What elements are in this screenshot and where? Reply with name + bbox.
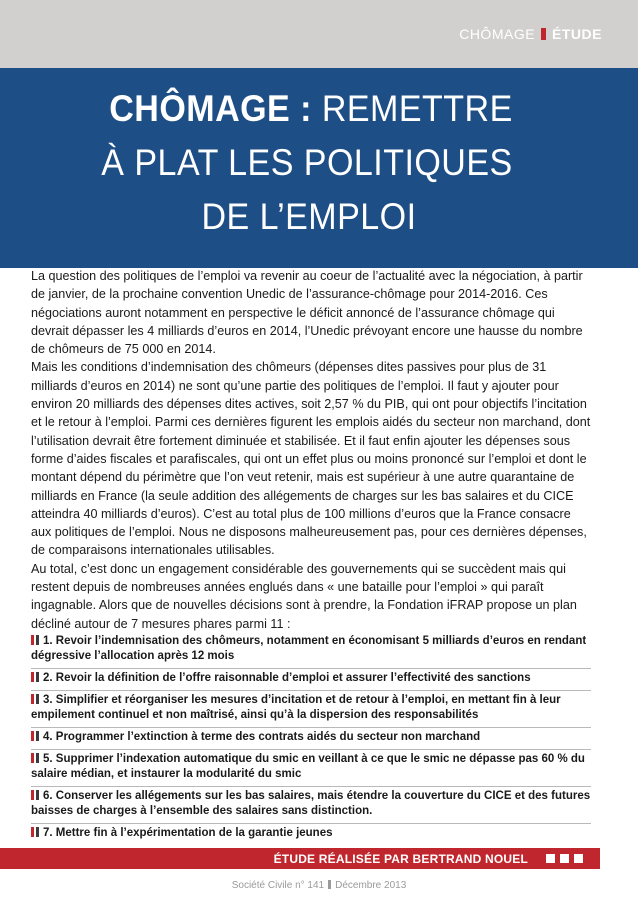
publication-name: Société Civile n° 141 xyxy=(231,880,325,891)
bullet-marker xyxy=(31,694,34,704)
intro-paragraph-1: La question des politiques de l’emploi va revenir au coeur de l’actualité avec la négociation, à partir de janvier, de la prochaine convention Unedic de l’assurance-chômage pour 2014-2016. Ces négociations auront notamment en perspective le déficit annoncé de l’assurance chômage qui devrait dépasser les 4 milliards d’euros en 2014, l’Unedic prévoyant encore une hausse du nombre de chômeurs de 75 000 en 2014. xyxy=(31,269,583,357)
measure-item xyxy=(31,824,591,845)
bullet-marker xyxy=(36,731,39,741)
measure-item xyxy=(31,691,591,728)
title-line-1 xyxy=(18,88,605,130)
measure-text: 4. Programmer l’extinction à terme des contrats aidés du secteur non marchand xyxy=(43,731,481,743)
intro-paragraph-2: Mais les conditions d’indemnisation des chômeurs (dépenses dites passives pour plus de 31 milliards d’euros en 2014) ne sont qu’une partie des politiques de l’emploi. Il faut y ajouter pour environ 20 milliards des dépenses dites actives, soit 2,57 % du PIB, qui ont pour objectifs l’incitation et le retour à l’emploi. Parmi ces dernières figurent les emplois aidés du secteur non marchand, dont l’utilisation devrait être fortement diminuée et stabilisée. Et il faut enfin ajouter les dépenses sous forme d’aides fiscales et parafiscales, qui ont un effet plus ou moins prononcé sur l’emploi et dont le montant dépend du périmètre que l’on veut retenir, mais est supérieur à une autre quarantaine de milliards en France (la seule addition des allégements de charges sur les bas salaires et du CICE atteindra 40 milliards d’euros). C’est au total plus de 100 millions d’euros que la France consacre aux politiques de l’emploi. Nous ne disposons malheureusement pas, pour ces dernières dépenses, de comparaisons internationales utilisables. xyxy=(31,360,591,558)
intro-text xyxy=(31,267,591,633)
section-separator xyxy=(541,28,546,40)
footer-separator xyxy=(328,880,331,889)
title-banner xyxy=(0,68,638,268)
measure-text: 3. Simplifier et réorganiser les mesures d’incitation et de retour à l’emploi, en mettant fin à leur empilement continuel et non maîtrisé, ainsi qu’à la dispersion des responsabilités xyxy=(31,694,561,721)
decor-square xyxy=(546,854,555,863)
publication-date: Décembre 2013 xyxy=(335,880,407,891)
bullet-marker xyxy=(36,672,39,682)
section-label xyxy=(459,26,602,42)
credit-bar xyxy=(0,848,600,869)
measure-text: 6. Conserver les allégements sur les bas salaires, mais étendre la couverture du CICE et des futures baisses de charges à l’ensemble des salaires sans distinction. xyxy=(31,790,591,817)
title-bold: CHÔMAGE : xyxy=(109,88,312,129)
bullet-marker xyxy=(31,731,34,741)
bullet-marker xyxy=(31,790,34,800)
measure-item xyxy=(31,750,591,787)
subsection-name: ÉTUDE xyxy=(552,26,602,42)
section-name: CHÔMAGE xyxy=(459,26,536,42)
measure-text: 5. Supprimer l’indexation automatique du smic en veillant à ce que le smic ne dépasse pas 60 % du salaire médian, et instaurer la modularité du smic xyxy=(31,753,585,780)
measure-text: 7. Mettre fin à l’expérimentation de la garantie jeunes xyxy=(43,827,333,839)
measure-text: 1. Revoir l’indemnisation des chômeurs, notamment en économisant 5 milliards d’euros en rendant dégressive l’allocation après 12 mois xyxy=(31,635,587,662)
bullet-marker xyxy=(31,827,34,837)
page-footer xyxy=(0,880,638,891)
title-line-2: À PLAT LES POLITIQUES xyxy=(101,142,513,183)
bullet-marker xyxy=(36,694,39,704)
title-rest: REMETTRE xyxy=(321,88,513,129)
bullet-marker xyxy=(31,753,34,763)
bullet-marker xyxy=(31,672,34,682)
decor-square xyxy=(560,854,569,863)
bullet-marker xyxy=(36,753,39,763)
measures-list xyxy=(31,632,591,845)
title-line-3: DE L’EMPLOI xyxy=(201,196,417,237)
measure-text: 2. Revoir la définition de l’offre raisonnable d’emploi et assurer l’effectivité des sanctions xyxy=(43,672,531,684)
measure-item xyxy=(31,669,591,691)
measure-item xyxy=(31,632,591,669)
bullet-marker xyxy=(31,635,34,645)
bullet-marker xyxy=(36,635,39,645)
bullet-marker xyxy=(36,790,39,800)
decor-square xyxy=(574,854,583,863)
measure-item xyxy=(31,728,591,750)
credit-text: ÉTUDE RÉALISÉE PAR BERTRAND NOUEL xyxy=(273,852,528,866)
measure-item xyxy=(31,787,591,824)
intro-paragraph-3: Au total, c’est donc un engagement considérable des gouvernements qui se succèdent mais qui restent depuis de nombreuses années englués dans « une bataille pour l’emploi » qui paraît ingagnable. Alors que de nouvelles décisions sont à prendre, la Fondation iFRAP propose un plan décliné autour de 7 mesures phares parmi 11 : xyxy=(31,561,577,631)
top-banner xyxy=(0,0,638,68)
bullet-marker xyxy=(36,827,39,837)
